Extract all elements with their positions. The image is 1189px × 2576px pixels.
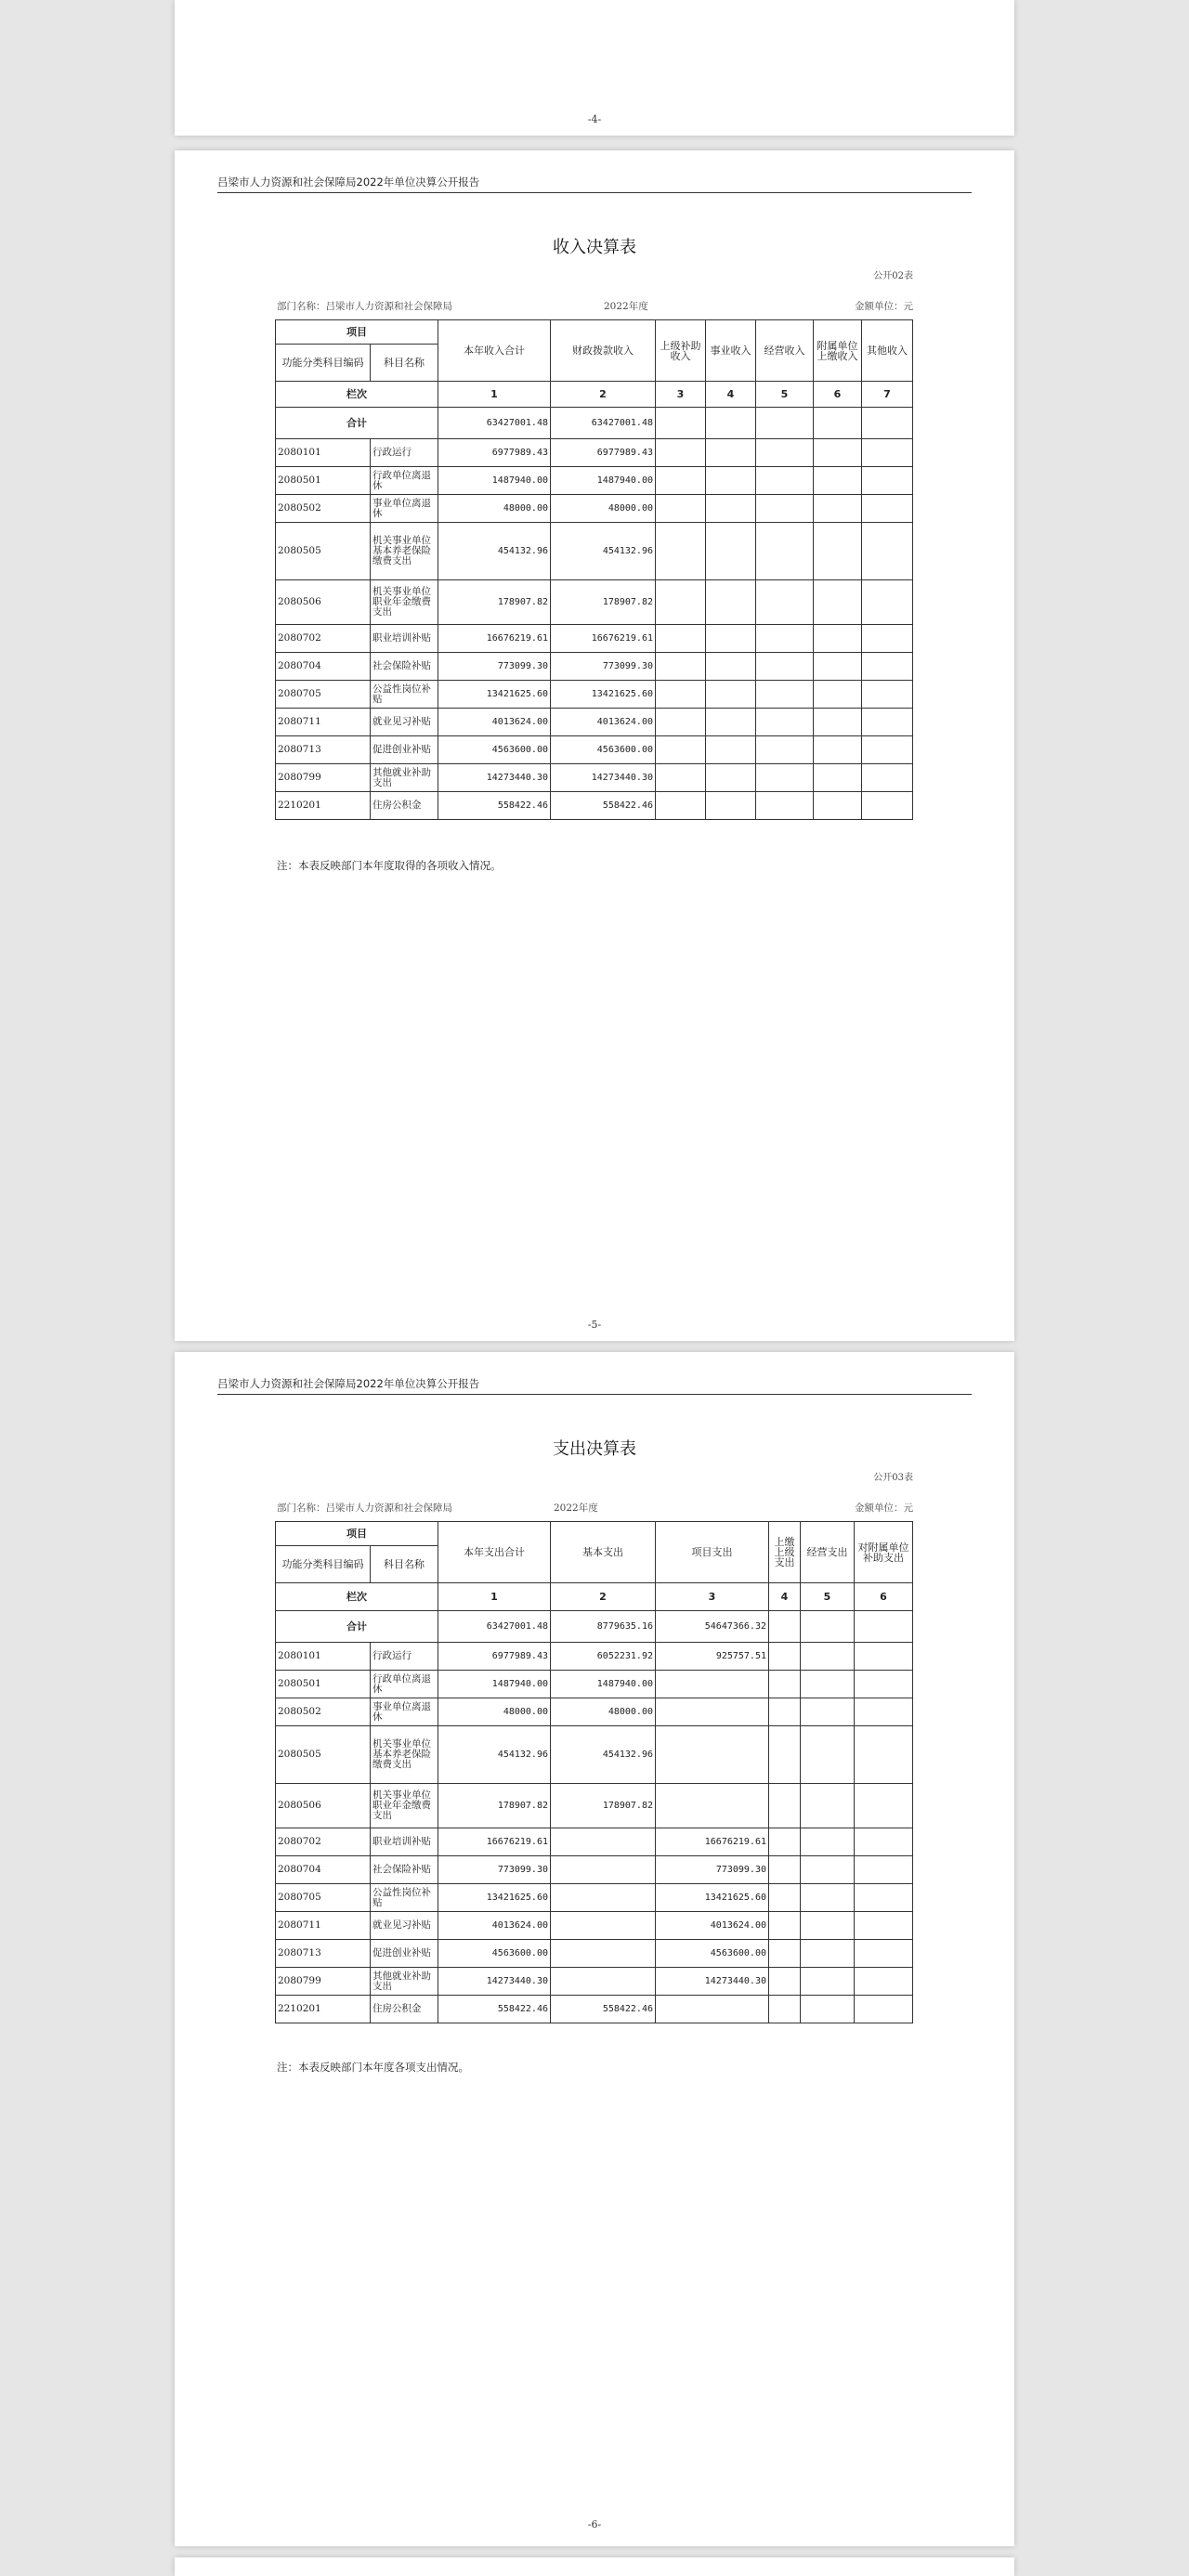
amount-total: 178907.82 — [438, 1784, 551, 1828]
amount-total: 6977989.43 — [438, 439, 551, 467]
table-row — [276, 792, 913, 820]
amount-total: 1487940.00 — [438, 467, 551, 495]
page-number: -4- — [587, 113, 602, 125]
amount-basic — [551, 1940, 656, 1968]
empty-cell — [801, 1828, 855, 1856]
table-row — [276, 1856, 913, 1884]
subject-code: 2080711 — [276, 709, 371, 736]
col-num: 7 — [862, 382, 913, 408]
subject-name: 社会保险补贴 — [371, 1856, 438, 1884]
amount-project — [656, 1996, 769, 2023]
empty-cell — [769, 1940, 801, 1968]
empty-cell — [814, 580, 862, 625]
empty-cell — [862, 523, 913, 580]
empty-cell — [862, 792, 913, 820]
subject-name: 住房公积金 — [371, 1996, 438, 2023]
empty-cell — [769, 1996, 801, 2023]
table-row — [276, 523, 913, 580]
amount-total: 4563600.00 — [438, 1940, 551, 1968]
empty-cell — [769, 1784, 801, 1828]
empty-cell — [706, 580, 756, 625]
total-amount: 63427001.48 — [438, 408, 551, 439]
subject-name: 机关事业单位职业年金缴费支出 — [371, 1784, 438, 1828]
amount-basic: 6052231.92 — [551, 1643, 656, 1671]
subject-code: 2210201 — [276, 792, 371, 820]
col-num: 3 — [656, 382, 706, 408]
amount-total: 4013624.00 — [438, 1912, 551, 1940]
empty-cell — [801, 1671, 855, 1698]
subject-code: 2080505 — [276, 523, 371, 580]
header-total: 本年收入合计 — [438, 320, 551, 382]
amount-total: 4013624.00 — [438, 709, 551, 736]
amount-basic: 48000.00 — [551, 1698, 656, 1726]
subject-name: 职业培训补贴 — [371, 625, 438, 653]
fiscal-year: 2022年度 — [554, 1503, 598, 1514]
table-row — [276, 1698, 913, 1726]
amount-fiscal: 48000.00 — [551, 495, 656, 523]
amount-fiscal: 16676219.61 — [551, 625, 656, 653]
header-item: 项目 — [276, 320, 438, 345]
empty-cell — [855, 1912, 913, 1940]
empty-cell — [756, 580, 814, 625]
empty-cell — [656, 736, 706, 764]
empty-cell — [801, 1784, 855, 1828]
table-row — [276, 1884, 913, 1912]
empty-cell — [814, 681, 862, 709]
amount-basic: 178907.82 — [551, 1784, 656, 1828]
empty-cell — [769, 1671, 801, 1698]
empty-cell — [855, 1996, 913, 2023]
empty-cell — [706, 681, 756, 709]
amount-project: 4013624.00 — [656, 1912, 769, 1940]
empty-cell — [862, 653, 913, 681]
amount-total: 454132.96 — [438, 1726, 551, 1784]
total-label: 合计 — [276, 408, 438, 439]
subject-code: 2080705 — [276, 681, 371, 709]
subject-name: 就业见习补贴 — [371, 709, 438, 736]
amount-total: 48000.00 — [438, 495, 551, 523]
table-row — [276, 580, 913, 625]
header-fiscal: 财政拨款收入 — [551, 320, 656, 382]
subject-name: 职业培训补贴 — [371, 1828, 438, 1856]
col-num: 6 — [855, 1583, 913, 1611]
empty-cell — [814, 467, 862, 495]
empty-cell — [769, 1884, 801, 1912]
amount-project: 16676219.61 — [656, 1828, 769, 1856]
total-basic: 8779635.16 — [551, 1611, 656, 1643]
subject-name: 住房公积金 — [371, 792, 438, 820]
amount-total: 14273440.30 — [438, 764, 551, 792]
empty-cell — [656, 709, 706, 736]
empty-cell — [706, 736, 756, 764]
amount-fiscal: 4013624.00 — [551, 709, 656, 736]
amount-project — [656, 1671, 769, 1698]
empty-cell — [706, 653, 756, 681]
empty-cell — [801, 1856, 855, 1884]
table-row — [276, 709, 913, 736]
total-fiscal: 63427001.48 — [551, 408, 656, 439]
amount-project: 925757.51 — [656, 1643, 769, 1671]
subject-code: 2080501 — [276, 1671, 371, 1698]
empty-cell — [862, 764, 913, 792]
empty-cell — [756, 653, 814, 681]
empty-cell — [814, 625, 862, 653]
amount-total: 178907.82 — [438, 580, 551, 625]
expense-note: 注：本表反映部门本年度各项支出情况。 — [277, 2061, 469, 2074]
table-row — [276, 1940, 913, 1968]
amount-basic — [551, 1884, 656, 1912]
amount-total: 4563600.00 — [438, 736, 551, 764]
amount-fiscal: 454132.96 — [551, 523, 656, 580]
empty-cell — [706, 792, 756, 820]
empty-cell — [706, 625, 756, 653]
empty-cell — [801, 1912, 855, 1940]
amount-fiscal: 14273440.30 — [551, 764, 656, 792]
page-5 — [175, 150, 1014, 1341]
header-code: 功能分类科目编码 — [276, 1546, 371, 1583]
page-number: -5- — [587, 1319, 602, 1331]
amount-project — [656, 1698, 769, 1726]
empty-cell — [769, 1968, 801, 1996]
empty-cell — [855, 1671, 913, 1698]
amount-fiscal: 178907.82 — [551, 580, 656, 625]
total-project: 54647366.32 — [656, 1611, 769, 1643]
col-num: 5 — [801, 1583, 855, 1611]
subject-code: 2080502 — [276, 495, 371, 523]
amount-total: 16676219.61 — [438, 1828, 551, 1856]
amount-basic — [551, 1856, 656, 1884]
empty-cell — [855, 1828, 913, 1856]
empty-cell — [801, 1968, 855, 1996]
empty-cell — [814, 653, 862, 681]
amount-unit: 金额单位：元 — [855, 301, 913, 312]
empty-cell — [801, 1726, 855, 1784]
expense-table-title: 支出决算表 — [553, 1439, 636, 1459]
empty-cell — [769, 1856, 801, 1884]
col-num: 5 — [756, 382, 814, 408]
header-superior: 上级补助收入 — [656, 320, 706, 382]
table-row — [276, 625, 913, 653]
amount-fiscal: 6977989.43 — [551, 439, 656, 467]
page-6 — [175, 1352, 1014, 2546]
subject-name: 公益性岗位补贴 — [371, 1884, 438, 1912]
total-row — [276, 408, 913, 439]
amount-basic — [551, 1912, 656, 1940]
col-num: 3 — [656, 1583, 769, 1611]
empty-cell — [855, 1968, 913, 1996]
amount-unit: 金额单位：元 — [855, 1503, 913, 1514]
amount-total: 1487940.00 — [438, 1671, 551, 1698]
subject-code: 2080704 — [276, 1856, 371, 1884]
subject-code: 2080506 — [276, 1784, 371, 1828]
col-label: 栏次 — [276, 382, 438, 408]
table-row — [276, 467, 913, 495]
table-row — [276, 495, 913, 523]
empty-cell — [656, 439, 706, 467]
subject-code: 2080711 — [276, 1912, 371, 1940]
empty-cell — [855, 1698, 913, 1726]
empty-cell — [656, 580, 706, 625]
amount-project: 13421625.60 — [656, 1884, 769, 1912]
empty-cell — [855, 1940, 913, 1968]
table-row — [276, 653, 913, 681]
empty-cell — [656, 792, 706, 820]
subject-code: 2080704 — [276, 653, 371, 681]
subject-code: 2080705 — [276, 1884, 371, 1912]
empty-cell — [855, 1784, 913, 1828]
header-code: 功能分类科目编码 — [276, 345, 371, 382]
empty-cell — [814, 439, 862, 467]
empty-cell — [656, 653, 706, 681]
header-business: 事业收入 — [706, 320, 756, 382]
subject-code: 2210201 — [276, 1996, 371, 2023]
empty-cell — [769, 1912, 801, 1940]
amount-total: 13421625.60 — [438, 1884, 551, 1912]
amount-total: 558422.46 — [438, 792, 551, 820]
page-number: -6- — [587, 2518, 602, 2530]
amount-project: 4563600.00 — [656, 1940, 769, 1968]
subject-name: 事业单位离退休 — [371, 1698, 438, 1726]
col-num: 2 — [551, 382, 656, 408]
income-table-title: 收入决算表 — [553, 238, 636, 257]
empty-cell — [801, 1698, 855, 1726]
amount-total: 14273440.30 — [438, 1968, 551, 1996]
col-num: 4 — [769, 1583, 801, 1611]
subject-code: 2080713 — [276, 1940, 371, 1968]
table-row — [276, 1784, 913, 1828]
subject-name: 公益性岗位补贴 — [371, 681, 438, 709]
subject-name: 其他就业补助支出 — [371, 1968, 438, 1996]
subject-name: 机关事业单位基本养老保险缴费支出 — [371, 523, 438, 580]
amount-project — [656, 1726, 769, 1784]
col-num: 1 — [438, 1583, 551, 1611]
empty-cell — [862, 625, 913, 653]
header-operating: 经营支出 — [801, 1522, 855, 1583]
empty-cell — [862, 681, 913, 709]
form-number: 公开02表 — [873, 271, 913, 281]
empty-cell — [769, 1643, 801, 1671]
empty-cell — [814, 495, 862, 523]
header-total: 本年支出合计 — [438, 1522, 551, 1583]
empty-cell — [862, 467, 913, 495]
empty-cell — [801, 1884, 855, 1912]
total-row — [276, 1611, 913, 1643]
income-note: 注：本表反映部门本年度取得的各项收入情况。 — [277, 859, 502, 872]
empty-cell — [862, 439, 913, 467]
subject-name: 其他就业补助支出 — [371, 764, 438, 792]
table-row — [276, 1726, 913, 1784]
amount-total: 16676219.61 — [438, 625, 551, 653]
page-4 — [175, 0, 1014, 136]
table-row — [276, 681, 913, 709]
amount-basic — [551, 1828, 656, 1856]
subject-name: 行政运行 — [371, 1643, 438, 1671]
empty-cell — [769, 1726, 801, 1784]
empty-cell — [862, 495, 913, 523]
empty-cell — [756, 523, 814, 580]
fiscal-year: 2022年度 — [604, 301, 648, 312]
amount-total: 48000.00 — [438, 1698, 551, 1726]
empty-cell — [769, 1698, 801, 1726]
empty-cell — [756, 792, 814, 820]
income-table — [275, 319, 913, 820]
subject-name: 机关事业单位基本养老保险缴费支出 — [371, 1726, 438, 1784]
subject-code: 2080713 — [276, 736, 371, 764]
empty-cell — [706, 709, 756, 736]
subject-code: 2080101 — [276, 439, 371, 467]
empty-cell — [855, 1856, 913, 1884]
amount-project: 773099.30 — [656, 1856, 769, 1884]
department-name: 部门名称：吕梁市人力资源和社会保障局 — [277, 301, 452, 312]
empty-cell — [756, 625, 814, 653]
table-row — [276, 1968, 913, 1996]
empty-cell — [706, 439, 756, 467]
empty-cell — [855, 1643, 913, 1671]
table-row — [276, 1912, 913, 1940]
amount-basic: 454132.96 — [551, 1726, 656, 1784]
expense-table — [275, 1521, 913, 2023]
empty-cell — [814, 736, 862, 764]
header-affiliate: 附属单位上缴收入 — [814, 320, 862, 382]
empty-cell — [756, 709, 814, 736]
total-amount: 63427001.48 — [438, 1611, 551, 1643]
empty-cell — [862, 736, 913, 764]
header-item: 项目 — [276, 1522, 438, 1546]
subject-code: 2080505 — [276, 1726, 371, 1784]
header-superior: 上缴上级支出 — [769, 1522, 801, 1583]
empty-cell — [656, 523, 706, 580]
header-name: 科目名称 — [371, 345, 438, 382]
header-operating: 经营收入 — [756, 320, 814, 382]
amount-total: 13421625.60 — [438, 681, 551, 709]
amount-project: 14273440.30 — [656, 1968, 769, 1996]
amount-fiscal: 773099.30 — [551, 653, 656, 681]
subject-code: 2080101 — [276, 1643, 371, 1671]
subject-name: 就业见习补贴 — [371, 1912, 438, 1940]
amount-total: 773099.30 — [438, 653, 551, 681]
total-label: 合计 — [276, 1611, 438, 1643]
empty-cell — [769, 1828, 801, 1856]
amount-total: 558422.46 — [438, 1996, 551, 2023]
empty-cell — [855, 1884, 913, 1912]
header-affiliate: 对附属单位补助支出 — [855, 1522, 913, 1583]
subject-name: 机关事业单位职业年金缴费支出 — [371, 580, 438, 625]
amount-basic: 1487940.00 — [551, 1671, 656, 1698]
empty-cell — [862, 580, 913, 625]
empty-cell — [656, 625, 706, 653]
empty-cell — [656, 764, 706, 792]
table-row — [276, 1996, 913, 2023]
amount-total: 773099.30 — [438, 1856, 551, 1884]
subject-name: 行政单位离退休 — [371, 1671, 438, 1698]
amount-fiscal: 13421625.60 — [551, 681, 656, 709]
header-name: 科目名称 — [371, 1546, 438, 1583]
empty-cell — [656, 495, 706, 523]
empty-cell — [814, 764, 862, 792]
header-other: 其他收入 — [862, 320, 913, 382]
empty-cell — [756, 439, 814, 467]
empty-cell — [706, 764, 756, 792]
subject-name: 促进创业补贴 — [371, 736, 438, 764]
col-num: 2 — [551, 1583, 656, 1611]
empty-cell — [862, 709, 913, 736]
amount-total: 6977989.43 — [438, 1643, 551, 1671]
table-row — [276, 764, 913, 792]
subject-name: 行政单位离退休 — [371, 467, 438, 495]
page-7 — [175, 2557, 1014, 2576]
col-num: 1 — [438, 382, 551, 408]
subject-name: 促进创业补贴 — [371, 1940, 438, 1968]
table-row — [276, 1671, 913, 1698]
form-number: 公开03表 — [873, 1473, 913, 1483]
subject-code: 2080506 — [276, 580, 371, 625]
empty-cell — [706, 523, 756, 580]
subject-code: 2080702 — [276, 1828, 371, 1856]
empty-cell — [801, 1643, 855, 1671]
empty-cell — [706, 467, 756, 495]
department-name: 部门名称：吕梁市人力资源和社会保障局 — [277, 1503, 452, 1514]
empty-cell — [801, 1996, 855, 2023]
subject-code: 2080702 — [276, 625, 371, 653]
subject-name: 社会保险补贴 — [371, 653, 438, 681]
table-row — [276, 1643, 913, 1671]
empty-cell — [656, 681, 706, 709]
empty-cell — [814, 792, 862, 820]
amount-basic: 558422.46 — [551, 1996, 656, 2023]
header-basic: 基本支出 — [551, 1522, 656, 1583]
col-label: 栏次 — [276, 1583, 438, 1611]
empty-cell — [814, 523, 862, 580]
empty-cell — [706, 495, 756, 523]
table-row — [276, 736, 913, 764]
empty-cell — [814, 709, 862, 736]
empty-cell — [756, 736, 814, 764]
amount-fiscal: 558422.46 — [551, 792, 656, 820]
amount-fiscal: 4563600.00 — [551, 736, 656, 764]
col-num: 6 — [814, 382, 862, 408]
amount-basic — [551, 1968, 656, 1996]
amount-fiscal: 1487940.00 — [551, 467, 656, 495]
empty-cell — [855, 1726, 913, 1784]
empty-cell — [756, 495, 814, 523]
table-row — [276, 439, 913, 467]
empty-cell — [756, 467, 814, 495]
col-num: 4 — [706, 382, 756, 408]
subject-code: 2080799 — [276, 1968, 371, 1996]
empty-cell — [756, 764, 814, 792]
subject-code: 2080799 — [276, 764, 371, 792]
doc-header: 吕梁市人力资源和社会保障局2022年单位决算公开报告 — [217, 175, 972, 193]
empty-cell — [656, 467, 706, 495]
doc-header: 吕梁市人力资源和社会保障局2022年单位决算公开报告 — [217, 1376, 972, 1395]
subject-code: 2080502 — [276, 1698, 371, 1726]
amount-project — [656, 1784, 769, 1828]
subject-name: 行政运行 — [371, 439, 438, 467]
subject-name: 事业单位离退休 — [371, 495, 438, 523]
amount-total: 454132.96 — [438, 523, 551, 580]
empty-cell — [756, 681, 814, 709]
table-row — [276, 1828, 913, 1856]
empty-cell — [801, 1940, 855, 1968]
subject-code: 2080501 — [276, 467, 371, 495]
header-project: 项目支出 — [656, 1522, 769, 1583]
